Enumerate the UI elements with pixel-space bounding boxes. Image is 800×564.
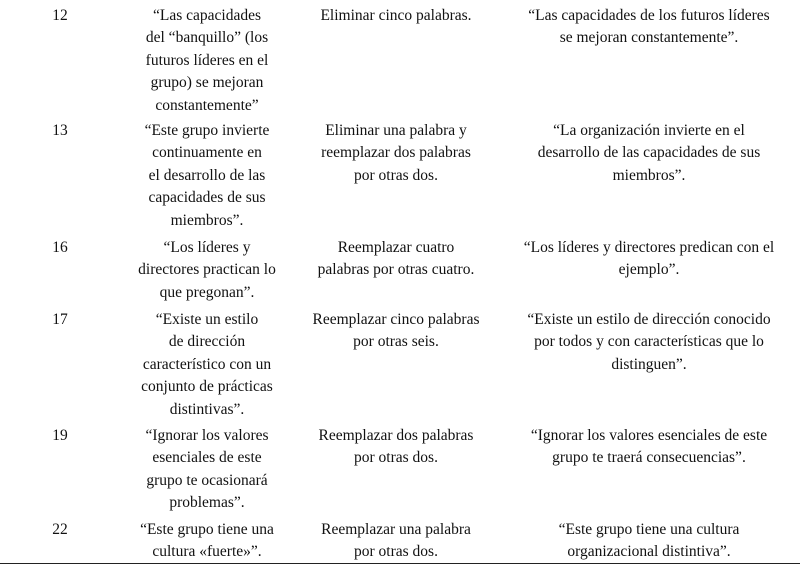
original-line: “Ignorar los valores	[145, 427, 269, 444]
original-line: futuros líderes en el	[145, 51, 269, 69]
item-number: 16	[52, 239, 68, 256]
resulting-statement	[498, 237, 800, 282]
original-line: continuamente en	[152, 144, 262, 162]
original-line: “Las capacidades	[152, 7, 261, 24]
modification-line: Reemplazar cinco palabras	[312, 311, 480, 328]
original-statement	[122, 120, 292, 232]
original-statement	[122, 237, 292, 304]
modification-description	[296, 425, 496, 470]
original-line: capacidades de sus	[148, 189, 266, 207]
item-number: 12	[52, 7, 68, 24]
original-line: “Este grupo invierte	[144, 122, 270, 139]
table-row	[0, 237, 800, 301]
result-line: “Este grupo tiene una cultura	[558, 521, 740, 538]
original-line: “Este grupo tiene una	[140, 521, 274, 538]
modification-line: Reemplazar dos palabras	[318, 427, 474, 444]
original-line: constantemente”	[155, 96, 259, 114]
result-line: “Ignorar los valores esenciales de este	[530, 427, 768, 444]
modification-line: por otras dos.	[354, 166, 438, 184]
modification-line: reemplazar dos palabras	[321, 144, 471, 162]
result-line: grupo te traerá consecuencias”.	[552, 449, 746, 467]
result-line: “Las capacidades de los futuros líderes	[528, 7, 770, 24]
original-line: distintivas”.	[169, 400, 245, 418]
result-line: organizacional distintiva”.	[567, 543, 731, 561]
modification-description	[296, 120, 496, 187]
table-row	[0, 120, 800, 229]
result-line: se mejoran constantemente”.	[559, 29, 739, 47]
result-line: “La organización invierte en el	[553, 122, 745, 139]
modification-line: por otras dos.	[354, 449, 438, 467]
item-number: 19	[52, 427, 68, 444]
modification-description	[296, 519, 496, 564]
resulting-statement	[498, 309, 800, 376]
result-line: distinguen”.	[611, 355, 687, 373]
resulting-statement	[498, 425, 800, 470]
modification-line: Reemplazar cuatro	[337, 239, 455, 256]
table-row	[0, 5, 800, 114]
modification-line: Eliminar una palabra y	[325, 122, 467, 139]
original-line: que pregonan”.	[159, 283, 255, 301]
resulting-statement	[498, 5, 800, 50]
result-line: por todos y con características que lo	[534, 333, 764, 351]
modification-line: por otras seis.	[353, 333, 439, 351]
result-line: desarrollo de las capacidades de sus	[537, 144, 761, 162]
modification-line: Eliminar cinco palabras.	[320, 7, 472, 24]
item-number: 13	[52, 122, 68, 139]
original-line: característico con un	[142, 355, 272, 373]
original-line: conjunto de prácticas	[141, 378, 273, 396]
item-number: 17	[52, 311, 68, 328]
original-line: “Los líderes y	[163, 239, 251, 256]
original-line: grupo te ocasionará	[146, 471, 268, 489]
original-line: miembros”.	[170, 211, 244, 229]
table-row	[0, 519, 800, 561]
original-line: grupo) se mejoran	[150, 74, 264, 92]
result-line: miembros”.	[612, 166, 686, 184]
original-line: el desarrollo de las	[148, 166, 266, 184]
modification-line: por otras dos.	[354, 543, 438, 561]
item-number: 22	[52, 521, 68, 538]
resulting-statement	[498, 120, 800, 187]
modification-description	[296, 5, 496, 27]
original-statement	[122, 309, 292, 421]
original-statement	[122, 425, 292, 515]
original-line: problemas”.	[169, 494, 245, 512]
result-line: “Existe un estilo de dirección conocido	[527, 311, 771, 328]
table-row	[0, 425, 800, 512]
table-row	[0, 309, 800, 418]
original-line: de dirección	[168, 333, 246, 351]
original-statement	[122, 5, 292, 117]
modification-description	[296, 309, 496, 354]
original-line: directores practican lo	[138, 261, 276, 279]
original-line: del “banquillo” (los	[145, 29, 269, 47]
original-line: “Existe un estilo	[155, 311, 259, 328]
modification-description	[296, 237, 496, 282]
result-line: ejemplo”.	[618, 261, 680, 279]
result-line: “Los líderes y directores predican con el	[523, 239, 775, 256]
resulting-statement	[498, 519, 800, 564]
modification-line: palabras por otras cuatro.	[317, 261, 475, 279]
modification-line: Reemplazar una palabra	[321, 521, 471, 538]
original-statement	[122, 519, 292, 564]
original-line: cultura «fuerte»”.	[152, 543, 262, 561]
original-line: esenciales de este	[152, 449, 262, 467]
